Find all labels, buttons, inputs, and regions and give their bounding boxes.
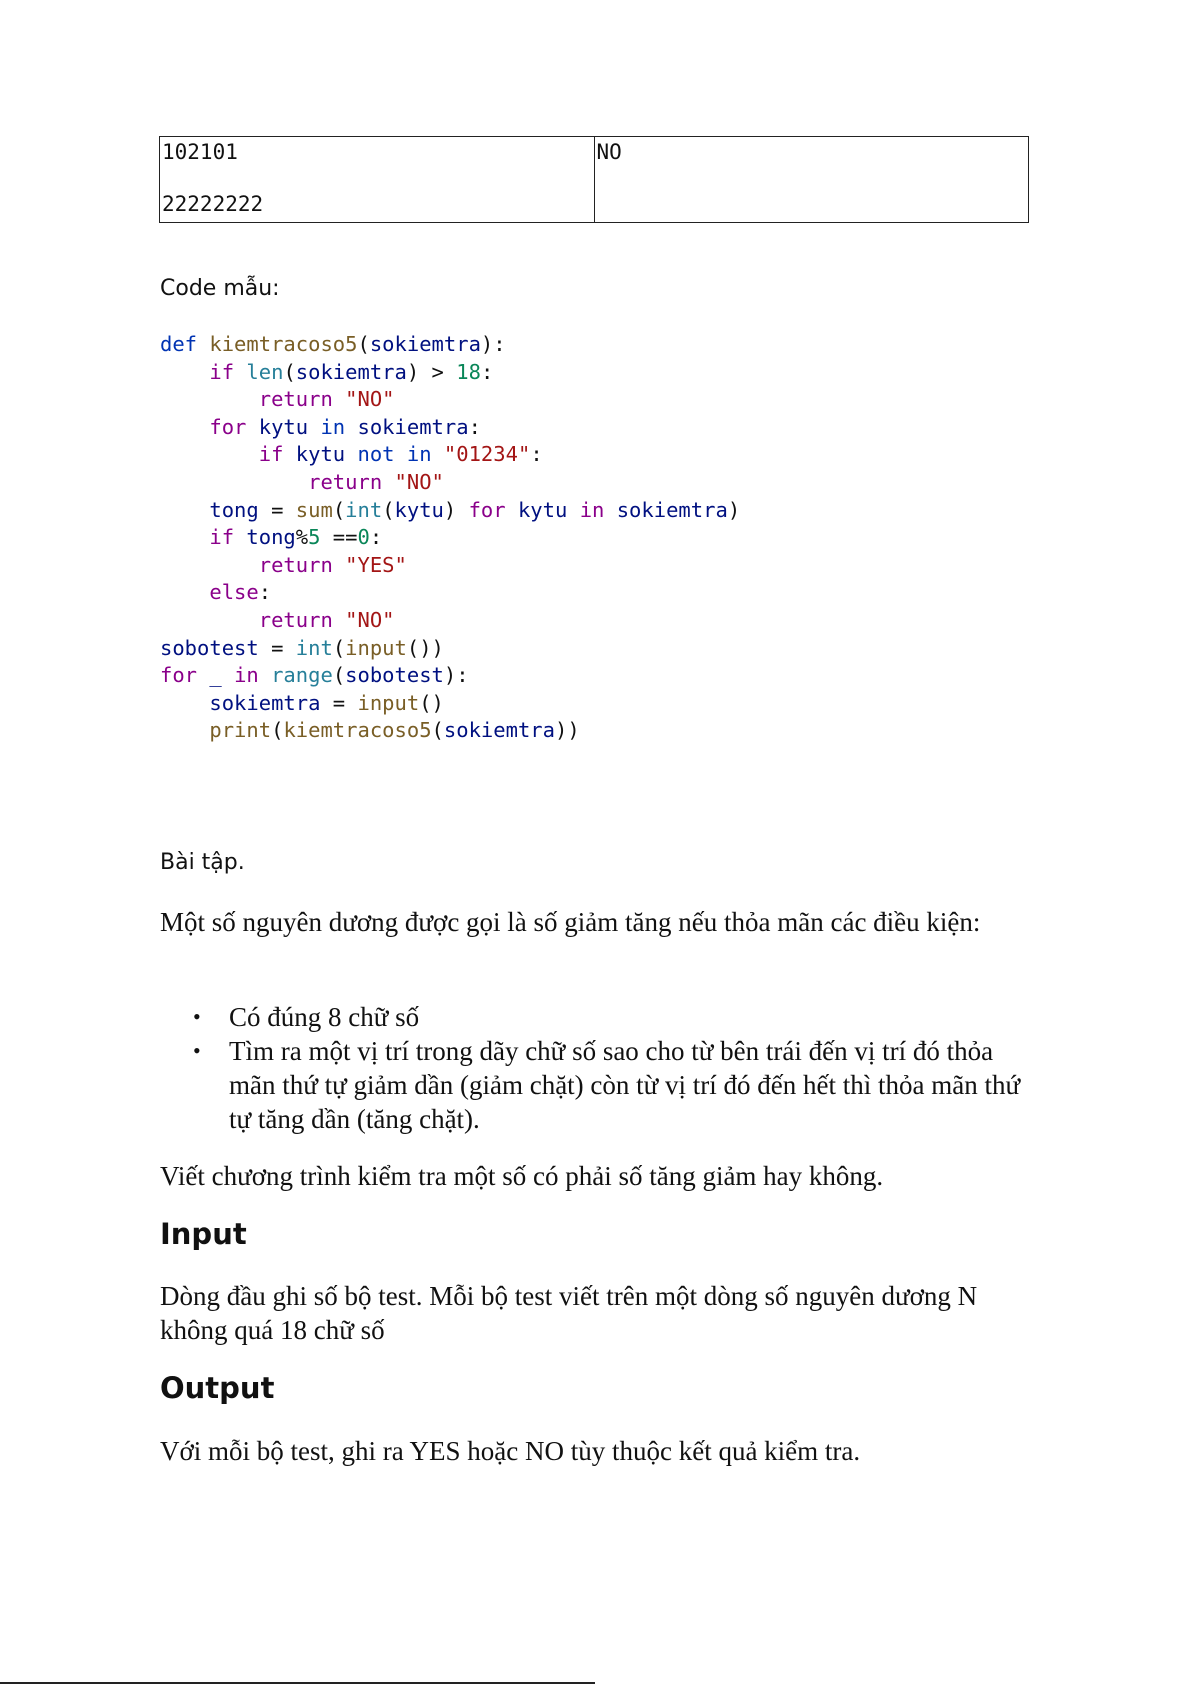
- code-line: [160, 663, 469, 687]
- footer-divider: [0, 1682, 595, 1684]
- code-token: 0: [357, 525, 370, 550]
- bullet-icon: •: [193, 1038, 201, 1063]
- code-token: [160, 718, 209, 742]
- code-token: [333, 608, 345, 632]
- code-token: [160, 498, 209, 522]
- code-token: 5: [308, 525, 321, 550]
- code-token: (: [332, 663, 346, 688]
- code-token: in: [579, 497, 605, 522]
- code-token: return: [258, 387, 333, 412]
- bullet-icon: •: [193, 1004, 201, 1029]
- code-token: %: [295, 525, 309, 550]
- code-token: (: [357, 332, 370, 356]
- list-item: [160, 1034, 1030, 1136]
- code-token: [160, 470, 308, 494]
- output-heading: Output: [160, 1371, 275, 1405]
- code-token: :: [530, 442, 543, 467]
- code-token: kiemtracoso5: [283, 718, 432, 743]
- code-token: not: [357, 442, 395, 467]
- code-line: [160, 608, 395, 632]
- code-token: [197, 332, 209, 356]
- code-token: "NO": [345, 607, 395, 632]
- code-token: [333, 387, 345, 411]
- code-token: in: [320, 414, 346, 439]
- code-token: ) >: [406, 359, 457, 384]
- sample-input-cell: [160, 137, 595, 223]
- code-token: [160, 387, 259, 411]
- code-token: sokiemtra: [443, 718, 555, 743]
- output-description: Với mỗi bộ test, ghi ra YES hoặc NO tùy thuộc kết quả kiểm tra.: [160, 1436, 861, 1466]
- condition-text: Tìm ra một vị trí trong dãy chữ số sao cho từ bên trái đến vị trí đó thỏa mãn thứ tự giảm dần (giảm chặt) còn từ vị trí đó đến hết thì thỏa mãn thứ tự tăng dần (tăng chặt).: [229, 1036, 1021, 1134]
- code-token: [395, 442, 407, 466]
- code-token: (): [419, 690, 444, 715]
- code-token: [160, 580, 209, 604]
- code-token: [234, 360, 246, 384]
- code-token: [246, 415, 258, 439]
- code-token: sokiemtra: [616, 497, 728, 522]
- code-token: [222, 663, 234, 687]
- code-token: sobotest: [345, 663, 444, 688]
- code-token: [160, 442, 259, 466]
- code-token: :: [480, 359, 494, 384]
- code-token: sobotest: [160, 635, 259, 660]
- code-token: kiemtracoso5: [209, 332, 358, 356]
- code-token: [234, 525, 246, 549]
- code-token: tong: [209, 497, 259, 522]
- code-token: (: [271, 718, 284, 743]
- code-token: 18: [456, 359, 481, 384]
- code-token: sum: [295, 497, 333, 522]
- code-token: ): [443, 497, 469, 522]
- code-line: [160, 580, 271, 604]
- code-line: [160, 332, 506, 356]
- condition-text: Có đúng 8 chữ số: [229, 1002, 420, 1032]
- code-token: sokiemtra: [369, 332, 481, 356]
- code-token: sokiemtra: [295, 359, 407, 384]
- code-token: if: [258, 442, 284, 467]
- code-token: kytu: [517, 497, 568, 522]
- code-token: [259, 663, 271, 687]
- code-line: [160, 691, 444, 715]
- code-token: for: [468, 497, 506, 522]
- code-token: else: [209, 580, 259, 605]
- code-token: [160, 553, 259, 577]
- code-token: :: [468, 414, 481, 439]
- code-token: (: [382, 497, 395, 522]
- code-token: [160, 608, 259, 632]
- code-token: [432, 442, 444, 466]
- code-token: [382, 470, 394, 494]
- code-token: ()): [406, 635, 444, 660]
- sample-output-line: NO: [596, 140, 622, 164]
- code-token: =: [258, 497, 296, 522]
- code-token: input: [357, 690, 420, 715]
- conditions-list: [160, 1000, 1030, 1136]
- code-line: [160, 553, 407, 577]
- code-token: (: [332, 635, 346, 660]
- input-heading: Input: [160, 1217, 247, 1251]
- code-token: (: [431, 718, 444, 743]
- code-token: :: [369, 525, 383, 550]
- intro-paragraph: Một số nguyên dương được gọi là số giảm tăng nếu thỏa mãn các điều kiện:: [160, 907, 981, 937]
- task-paragraph: Viết chương trình kiểm tra một số có phải số tăng giảm hay không.: [160, 1161, 884, 1191]
- code-token: kytu: [295, 442, 346, 467]
- code-token: len: [246, 359, 284, 384]
- code-token: _: [209, 663, 222, 688]
- code-token: "01234": [443, 442, 531, 467]
- code-line: [160, 360, 493, 384]
- code-token: for: [160, 663, 198, 688]
- sample-io-table: [159, 136, 1029, 223]
- code-token: [308, 415, 320, 439]
- code-token: sokiemtra: [357, 414, 469, 439]
- code-line: [160, 718, 580, 742]
- code-token: [197, 663, 209, 687]
- code-token: for: [209, 414, 247, 439]
- code-token: =: [320, 690, 358, 715]
- code-token: "NO": [345, 387, 395, 412]
- code-line: [160, 442, 543, 466]
- code-token: kytu: [258, 414, 309, 439]
- code-token: in: [406, 442, 432, 467]
- code-token: range: [271, 663, 333, 688]
- sample-output-cell: [594, 137, 1029, 223]
- code-token: "NO": [394, 469, 444, 494]
- code-token: input: [345, 635, 407, 660]
- code-token: "YES": [345, 552, 407, 577]
- code-token: [345, 415, 357, 439]
- code-token: return: [258, 607, 333, 632]
- code-token: [160, 691, 209, 715]
- code-line: [160, 636, 444, 660]
- code-token: (: [283, 359, 296, 384]
- sample-input-line: 102101: [162, 140, 238, 164]
- code-token: ==: [320, 525, 358, 550]
- code-token: if: [209, 525, 235, 550]
- code-token: [506, 498, 518, 522]
- code-line: [160, 387, 395, 411]
- code-token: kytu: [394, 497, 444, 522]
- code-token: int: [345, 497, 383, 522]
- code-token: [567, 498, 579, 522]
- code-token: ):: [480, 332, 506, 356]
- code-token: [283, 442, 295, 466]
- code-token: [160, 360, 209, 384]
- sample-input-line: 22222222: [162, 192, 264, 216]
- code-token: =: [258, 635, 296, 660]
- code-token: sokiemtra: [209, 690, 321, 715]
- code-token: return: [308, 469, 383, 494]
- code-token: [604, 498, 616, 522]
- sample-code-block: [160, 331, 740, 745]
- code-token: int: [295, 635, 333, 660]
- code-token: tong: [246, 525, 296, 550]
- code-token: ): [727, 497, 741, 522]
- input-description: Dòng đầu ghi số bộ test. Mỗi bộ test viết trên một dòng số nguyên dương N không quá 18 chữ số: [160, 1281, 978, 1345]
- code-line: [160, 525, 382, 549]
- code-token: (: [332, 497, 346, 522]
- code-token: def: [160, 332, 198, 356]
- code-label: Code mẫu:: [160, 276, 280, 301]
- list-item: [160, 1000, 1030, 1034]
- code-token: [333, 553, 345, 577]
- code-token: print: [209, 718, 272, 743]
- exercise-label: Bài tập.: [160, 850, 245, 875]
- code-token: :: [258, 580, 272, 605]
- code-token: ):: [443, 663, 469, 688]
- code-line: [160, 470, 444, 494]
- code-token: )): [554, 718, 580, 743]
- code-token: [160, 415, 209, 439]
- code-token: in: [234, 663, 259, 688]
- code-token: [160, 525, 209, 549]
- code-token: if: [209, 359, 235, 384]
- code-token: [345, 442, 357, 466]
- code-token: return: [258, 552, 333, 577]
- code-line: [160, 415, 481, 439]
- code-line: [160, 498, 740, 522]
